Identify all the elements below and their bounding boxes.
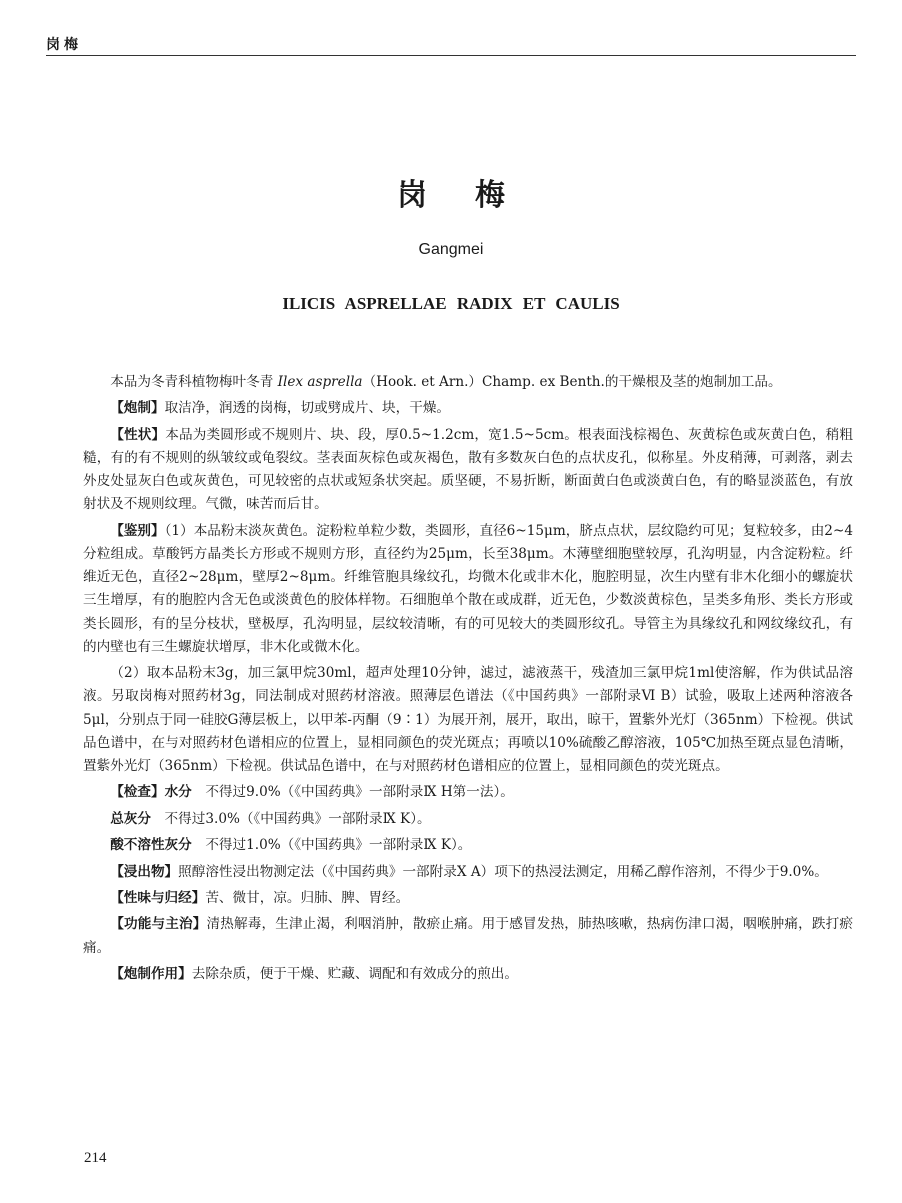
- description-label: 【性状】: [110, 426, 166, 443]
- ash-text: 不得过3.0%（《中国药典》一部附录Ⅸ K）。: [150, 810, 431, 827]
- processing-label: 【炮制】: [110, 400, 165, 417]
- title-latin: ILICIS ASPRELLAE RADIX ET CAULIS: [282, 294, 620, 313]
- identification-text-1: （1）本品粉末淡灰黄色。淀粉粒单粒少数，类圆形，直径6~15μm，脐点点状，层纹隐约可见；复粒较多，由2~4分粒组成。草酸钙方晶类长方形或不规则方形，直径约为25μm，长至38μm。木薄壁细胞壁较厚，孔沟明显，内含淀粉粒。纤维近无色，直径2~28μm，壁厚2~8μm。纤维管胞具缘纹孔，均微木化或非木化，胞腔明显，次生内壁有非木化细小的螺旋状三生增厚，有的胞腔内含无色或淡黄色的胶体样物。石细胞单个散在或成群，近无色，少数淡黄棕色，呈类多角形、类长方形或类长圆形，有的呈分枝状，壁极厚，孔沟明显，层纹较清晰，有的可见较大的类圆形纹孔。导管主为具缘纹孔和网纹缘纹孔，有的内壁也有三生螺旋状增厚，非木化或微木化。: [83, 522, 853, 655]
- acid-ash-paragraph: [83, 834, 853, 857]
- identification-paragraph-2: [83, 662, 853, 778]
- nature-text: 苦、微甘，凉。归肺、脾、胃经。: [205, 889, 410, 906]
- monograph-body: [83, 371, 853, 989]
- processing-effect-paragraph: [83, 963, 853, 986]
- species-name: Ilex asprella: [277, 374, 363, 390]
- running-header: 岗梅: [46, 37, 82, 53]
- identification-paragraph-1: [83, 520, 853, 659]
- processing-effect-label: 【炮制作用】: [110, 965, 192, 982]
- acid-ash-label: 酸不溶性灰分: [110, 837, 192, 854]
- water-text: 不得过9.0%（《中国药典》一部附录Ⅸ H第一法）。: [191, 784, 514, 801]
- page-number: 214: [84, 1150, 107, 1166]
- acid-ash-text: 不得过1.0%（《中国药典》一部附录Ⅸ K）。: [191, 837, 472, 854]
- water-label: 水分: [164, 784, 192, 801]
- description-paragraph: [83, 424, 853, 517]
- functions-paragraph: [83, 913, 853, 959]
- intro-text-before: 本品为冬青科植物梅叶冬青: [110, 374, 278, 390]
- identification-label: 【鉴别】: [110, 522, 165, 539]
- extract-paragraph: [83, 861, 853, 884]
- processing-paragraph: [83, 397, 853, 420]
- title-pinyin: Gangmei: [418, 241, 484, 258]
- functions-label: 【功能与主治】: [110, 916, 207, 933]
- inspection-paragraph: [83, 781, 853, 804]
- processing-effect-text: 去除杂质，便于干燥、贮藏、调配和有效成分的煎出。: [191, 965, 518, 982]
- ash-paragraph: [83, 808, 853, 831]
- extract-label: 【浸出物】: [110, 863, 179, 880]
- description-text: 本品为类圆形或不规则片、块、段，厚0.5~1.2cm，宽1.5~5cm。根表面浅棕褐色、灰黄棕色或灰黄白色，稍粗糙，有的有不规则的纵皱纹或龟裂纹。茎表面灰棕色或灰褐色，散有多数灰白色的点状皮孔，似称星。外皮稍薄，可剥落，剥去外皮处显灰白色或灰黄色，可见较密的点状或短条状突起。质坚硬，不易折断，断面黄白色或淡黄白色，有的略显淡蓝色，有放射状及不规则纹理。气微，味苦而后甘。: [83, 426, 854, 513]
- inspection-label: 【检查】: [110, 784, 165, 801]
- intro-paragraph: [83, 371, 853, 394]
- functions-text: 清热解毒，生津止渴，利咽消肿，散瘀止痛。用于感冒发热，肺热咳嗽，热病伤津口渴，咽喉肿痛，跌打瘀痛。: [83, 916, 853, 956]
- ash-label: 总灰分: [110, 810, 151, 827]
- nature-label: 【性味与归经】: [110, 889, 206, 906]
- nature-paragraph: [83, 887, 853, 910]
- header-rule: [46, 55, 856, 56]
- intro-text-after: （Hook. et Arn.）Champ. ex Benth.的干燥根及茎的炮制加工品。: [362, 374, 782, 390]
- page-title: 岗梅: [397, 178, 553, 213]
- identification-text-2: （2）取本品粉末3g，加三氯甲烷30ml，超声处理10分钟，滤过，滤液蒸干，残渣加三氯甲烷1ml使溶解，作为供试品溶液。另取岗梅对照药材3g，同法制成对照药材溶液。照薄层色谱法（《中国药典》一部附录Ⅵ B）试验，吸取上述两种溶液各5μl，分别点于同一硅胶G薄层板上，以甲苯-丙酮（9∶1）为展开剂，展开，取出，晾干，置紫外光灯（365nm）下检视。供试品色谱中，在与对照药材色谱相应的位置上，显相同颜色的荧光斑点；再喷以10%硫酸乙醇溶液，105℃加热至斑点显色清晰，置紫外光灯（365nm）下检视。供试品色谱中，在与对照药材色谱相应的位置上，显相同颜色的荧光斑点。: [83, 665, 853, 774]
- extract-text: 照醇溶性浸出物测定法（《中国药典》一部附录Ⅹ A）项下的热浸法测定，用稀乙醇作溶剂，不得少于9.0%。: [178, 863, 828, 880]
- processing-text: 取洁净，润透的岗梅，切或劈成片、块，干燥。: [164, 400, 451, 417]
